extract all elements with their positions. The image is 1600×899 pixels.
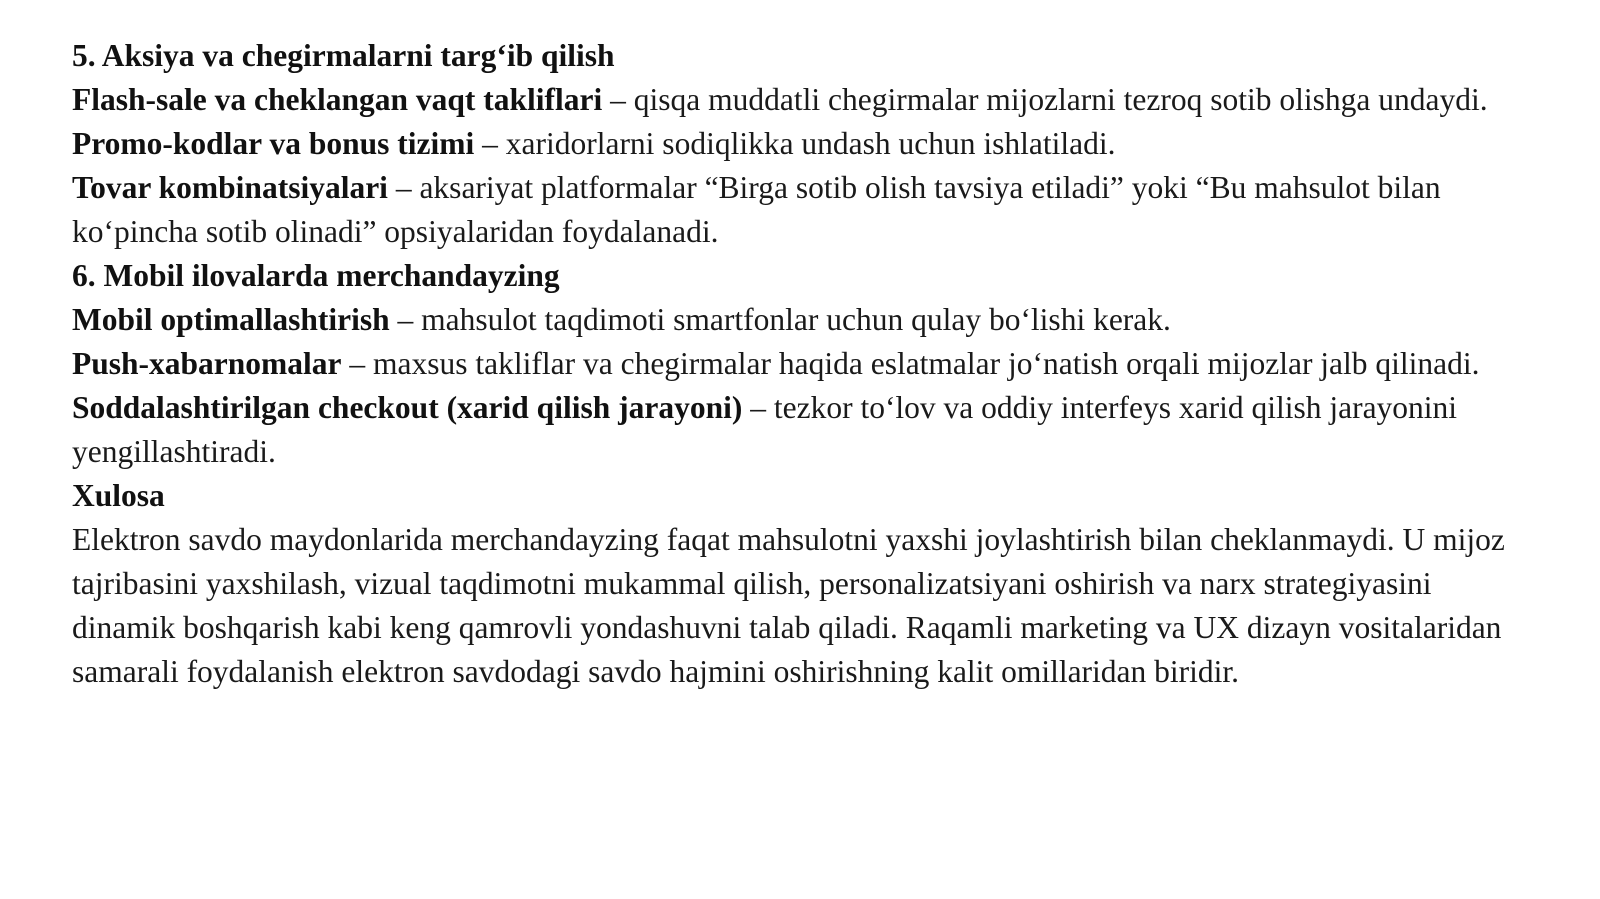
paragraph-promo-codes (72, 122, 1542, 166)
description-checkout: – tezkor to‘lov va oddiy interfeys xarid qilish jarayonini yengillashtiradi. (72, 390, 1458, 469)
term-checkout: Soddalashtirilgan checkout (xarid qilish jarayoni) (72, 390, 743, 425)
term-flash-sale: Flash-sale va cheklangan vaqt takliflari (72, 82, 603, 117)
description-flash-sale: – qisqa muddatli chegirmalar mijozlarni tezroq sotib olishga undaydi. (602, 82, 1488, 117)
description-mobile-optimization: – mahsulot taqdimoti smartfonlar uchun qulay bo‘lishi kerak. (389, 302, 1171, 337)
paragraph-product-bundles (72, 166, 1542, 254)
paragraph-flash-sale (72, 78, 1542, 122)
paragraph-checkout (72, 386, 1542, 474)
paragraph-push-notifications (72, 342, 1542, 386)
term-promo-codes: Promo-kodlar va bonus tizimi (72, 126, 475, 161)
section-heading-conclusion: Xulosa (72, 478, 165, 513)
document-page (72, 34, 1542, 694)
description-promo-codes: – xaridorlarni sodiqlikka undash uchun ishlatiladi. (474, 126, 1116, 161)
description-product-bundles: – aksariyat platformalar “Birga sotib olish tavsiya etiladi” yoki “Bu mahsulot bilan ko‘pincha sotib olinadi” opsiyalaridan foydalanadi. (72, 170, 1441, 249)
section-heading-promotions: 5. Aksiya va chegirmalarni targ‘ib qilish (72, 38, 615, 73)
term-product-bundles: Tovar kombinatsiyalari (72, 170, 388, 205)
paragraph-mobile-optimization (72, 298, 1542, 342)
description-push-notifications: – maxsus takliflar va chegirmalar haqida eslatmalar jo‘natish orqali mijozlar jalb qilinadi. (341, 346, 1480, 381)
term-push-notifications: Push-xabarnomalar (72, 346, 342, 381)
paragraph-conclusion: Elektron savdo maydonlarida merchandayzing faqat mahsulotni yaxshi joylashtirish bilan cheklanmaydi. U mijoz tajribasini yaxshilash, vizual taqdimotni mukammal qilish, personalizatsiyani oshirish va narx strategiyasini dinamik boshqarish kabi keng qamrovli yondashuvni talab qiladi. Raqamli marketing va UX dizayn vositalaridan samarali foydalanish elektron savdodagi savdo hajmini oshirishning kalit omillaridan biridir. (72, 522, 1505, 689)
section-heading-mobile: 6. Mobil ilovalarda merchandayzing (72, 258, 560, 293)
term-mobile-optimization: Mobil optimallashtirish (72, 302, 390, 337)
